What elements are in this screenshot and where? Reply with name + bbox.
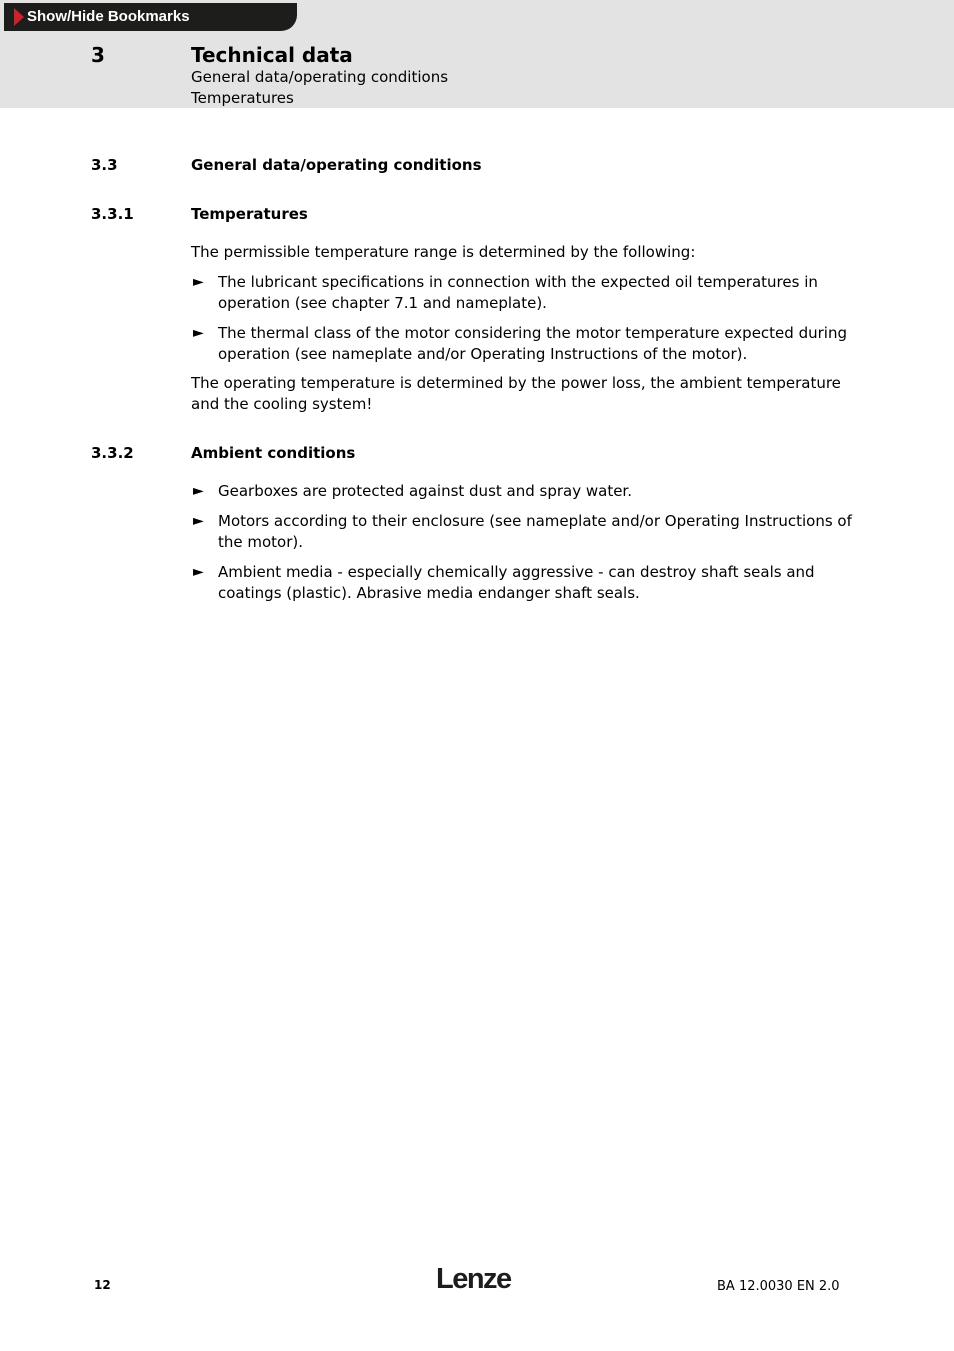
list-item-text: The lubricant specifications in connection with the expected oil temperatures in operation (see chapter 7.1 and nameplate). [218,273,818,312]
bookmark-button-label: Show/Hide Bookmarks [27,8,190,25]
bullet-arrow-icon: ► [193,483,204,499]
document-id: BA 12.0030 EN 2.0 [717,1279,840,1294]
chapter-title: Technical data [191,43,353,67]
chapter-header-band [0,0,954,108]
lenze-logo: Lenze [436,1263,511,1295]
header-subtitle-section: General data/operating conditions [191,68,449,86]
list-item-text: The thermal class of the motor considering the motor temperature expected during operation (see nameplate and/or Operating Instructions of the motor). [218,324,847,363]
chapter-number: 3 [91,43,105,67]
intro-paragraph: The permissible temperature range is determined by the following: [191,243,696,261]
section-number: 3.3 [91,156,118,174]
subsection-title: Temperatures [191,205,308,223]
outro-paragraph: The operating temperature is determined by the power loss, the ambient temperature and the cooling system! [191,374,841,413]
subsection-number: 3.3.1 [91,205,134,223]
bullet-arrow-icon: ► [193,513,204,529]
bullet-arrow-icon: ► [193,274,204,290]
list-item-text: Ambient media - especially chemically aggressive - can destroy shaft seals and coatings (plastic). Abrasive media endanger shaft seals. [218,563,815,602]
bullet-arrow-icon: ► [193,325,204,341]
subsection-number: 3.3.2 [91,444,134,462]
list-item-text: Motors according to their enclosure (see nameplate and/or Operating Instructions of the motor). [218,512,852,551]
header-subtitle-subsection: Temperatures [191,89,294,107]
subsection-title: Ambient conditions [191,444,356,462]
show-hide-bookmarks-button[interactable] [4,3,297,31]
list-item-text: Gearboxes are protected against dust and spray water. [218,482,632,500]
section-title: General data/operating conditions [191,156,482,174]
triangle-right-icon [14,8,24,26]
page-number: 12 [94,1278,111,1292]
bullet-arrow-icon: ► [193,564,204,580]
